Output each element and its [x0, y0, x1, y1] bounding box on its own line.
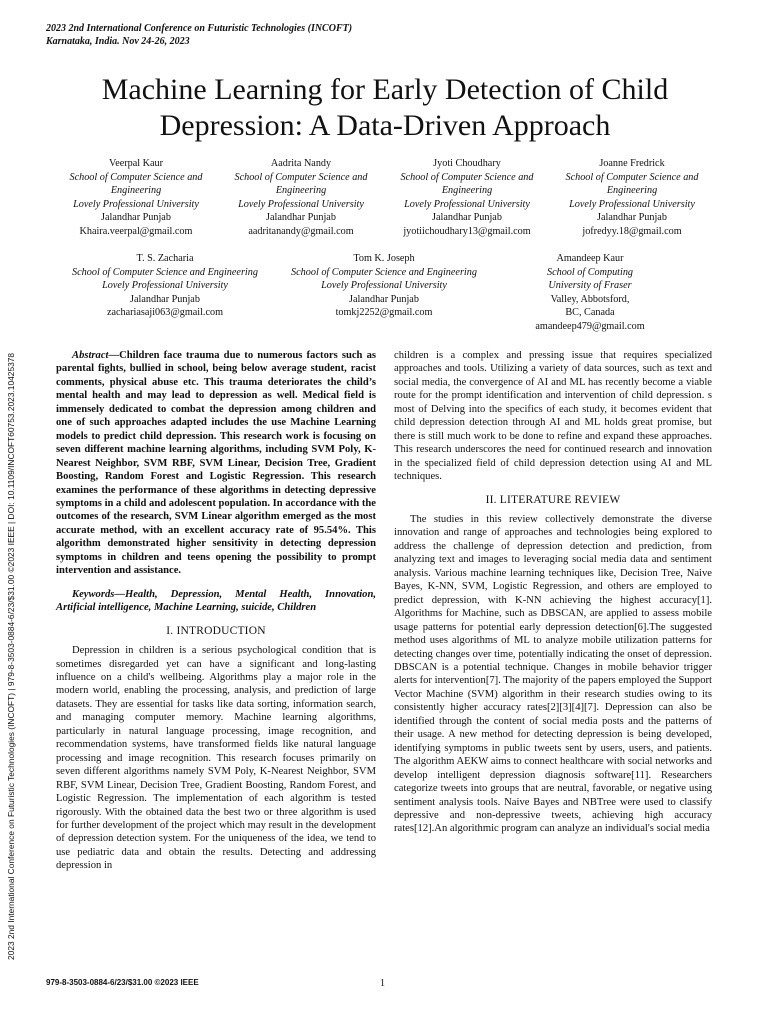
author-email: jofredyy.18@gmail.com — [582, 225, 682, 237]
author-affiliation: Engineering — [441, 185, 493, 196]
author-affiliation: University of Fraser — [548, 280, 632, 291]
author-email: jyotiichoudhary13@gmail.com — [403, 225, 531, 237]
author-email: Khaira.veerpal@gmail.com — [79, 225, 193, 237]
author-affiliation: Lovely Professional University — [73, 198, 199, 210]
author-affiliation: School of Computer Science and Engineering — [72, 266, 258, 278]
author-block — [550, 157, 714, 238]
author-affiliation: School of Computing — [546, 266, 634, 278]
author-name: Aadrita Nandy — [270, 158, 332, 169]
author-name: Joanne Fredrick — [599, 158, 665, 169]
author-location: Jalandhar Punjab — [266, 212, 336, 223]
author-affiliation: Engineering — [110, 185, 162, 196]
page-number: 1 — [380, 978, 385, 989]
keywords-label: Keywords — [72, 588, 115, 600]
author-location: Jalandhar Punjab — [349, 293, 419, 305]
author-location: Jalandhar Punjab — [130, 293, 200, 305]
conference-line-1: 2023 2nd International Conference on Futuristic Technologies (INCOFT) — [46, 23, 353, 34]
author-affiliation: School of Computer Science and — [400, 171, 534, 183]
author-location: Valley, Abbotsford, — [550, 293, 630, 305]
title-line-1: Machine Learning for Early Detection of Child — [101, 73, 669, 106]
author-affiliation: Engineering — [275, 185, 327, 196]
section-heading-introduction: I. INTRODUCTION — [166, 624, 266, 637]
author-email: zachariasaji063@gmail.com — [106, 307, 224, 318]
conference-line-2: Karnataka, India. Nov 24-26, 2023 — [46, 36, 190, 47]
author-block — [528, 252, 652, 333]
introduction-continued-text: children is a complex and pressing issue that requires specialized approaches and tools. Utilizing a variety of data sources, such as text and social media, the convergence of AI and ML has recently become a viable route for the prompt identification and intervention of child depression. s most of Delving into the specifics of each study, it becomes evident that child depression detection through AI and ML holds great promise, but there is still much work to be done to refine and expand these approaches. This research underscores the need for continued research and innovation in the specialized field of child depression detection using AI and ML techniques. — [394, 350, 712, 483]
author-affiliation: School of Computer Science and — [565, 171, 699, 183]
conference-header — [46, 22, 352, 48]
author-location: Jalandhar Punjab — [597, 212, 667, 223]
author-affiliation: School of Computer Science and Engineering — [291, 266, 477, 278]
author-email: tomkj2252@gmail.com — [335, 307, 433, 318]
author-location: Jalandhar Punjab — [432, 212, 502, 223]
author-block — [56, 252, 274, 320]
abstract-text: —Children face trauma due to numerous factors such as parental fights, bullied in school, being below average student, racist comments, physical abuse etc. This trauma deteriorates the child’s mental health and may lead to depression as well. Medical field is immensely dedicated to combat the depression among children and one of such approaches adapted includes the use Machine Learning models to predict child depression. This research work is focusing on seven different machine learning algorithms, including SVM Poly, K-Nearest Neighbor, SVM RBF, SVM Linear, Decision Tree, Gradient Boosting, Random Forest and Logistic Regression. This research examines the performance of these algorithms in detecting depressive symptoms in a child and adolescent population. In accordance with the outcomes of the research, SVM Linear algorithm emerged as the most accurate method, with an excellent accuracy rate of 95.54%. This algorithm demonstrated higher sensitivity in detecting depression symptoms in children and teens opening the possibility to prompt intervention and assistance. — [56, 350, 376, 577]
keywords — [56, 588, 376, 615]
title-line-2: Depression: A Data-Driven Approach — [159, 109, 611, 142]
author-affiliation: Lovely Professional University — [321, 280, 447, 291]
author-name: Tom K. Joseph — [353, 253, 415, 264]
author-name: T. S. Zacharia — [136, 253, 194, 264]
literature-review-text: The studies in this review collectively demonstrate the diverse innovation and range of approaches and technologies being explored to address the challenge of depression detection and prediction, from analyzing text and images to leveraging social media data and sentiment analysis. Various machine learning techniques like, Decision Tree, Naive Bayes, K-NN, SVM, Logistic Regression, and others are employed to predict depression, with K-NN achieving the highest accuracy[1]. Algorithms for Machine, such as DBSCAN, are applied to assess mobile usage patterns for potential early depression detection[6].The suggested method uses algorithms of ML to analyze mobile utilization patterns for detecting changes over time, potentially indicating the onset of depression. DBSCAN is a potential technique. Changes in mobile behavior trigger alerts for intervention[7]. The majority of the papers employed the Support Vector Machine (SVM) algorithm in their research studies owing to its consistently higher accuracy rates[2][3][4][7]. Depression can also be identified through the content of social media posts and the patterns of their usage. A new method for detecting depression is being developed, identifying symptoms in public tweets sent by users, users, and patients. The algorithm AEKW aims to connect healthcare with social networks and develop intelligent depression diagnosis software[11]. Researchers categorize tweets into groups that are neutral, favorable, or negative using sentiment analysis tools. Naive Bayes and NBTree were used to classify depressive and non-depressive tweets, achieving high accuracy rates[12].An algorithmic program can analyze an individual's social media — [394, 513, 712, 835]
author-location-2: BC, Canada — [565, 307, 615, 318]
author-affiliation: Lovely Professional University — [404, 198, 530, 210]
section-heading-literature-review: II. LITERATURE REVIEW — [485, 493, 621, 506]
abstract — [56, 349, 376, 578]
side-doi-text: 2023 2nd International Conference on Futuristic Technologies (INCOFT) | 979-8-3503-0884-6/23/$31.00 ©2023 IEEE | DOI: 10.1109/INCOFT60753.2023.10425378 — [6, 352, 16, 960]
paper-title — [40, 72, 730, 144]
keywords-text: —Health, Depression, Mental Health, Innovation, Artificial intelligence, Machine Learning, suicide, Children — [56, 588, 376, 614]
abstract-label: Abstract — [72, 350, 109, 361]
author-block — [54, 157, 218, 238]
author-affiliation: Engineering — [606, 185, 658, 196]
author-affiliation: School of Computer Science and — [234, 171, 368, 183]
author-location: Jalandhar Punjab — [101, 212, 171, 223]
author-name: Amandeep Kaur — [556, 253, 624, 264]
author-email: aadritanandy@gmail.com — [248, 225, 354, 237]
author-block — [384, 157, 550, 238]
author-block — [218, 157, 384, 238]
author-email: amandeep479@gmail.com — [535, 320, 645, 332]
author-affiliation: School of Computer Science and — [69, 171, 203, 183]
author-affiliation: Lovely Professional University — [238, 198, 364, 210]
right-column — [394, 349, 712, 836]
left-column — [56, 349, 376, 873]
copyright-footer: 979-8-3503-0884-6/23/$31.00 ©2023 IEEE — [46, 978, 199, 987]
introduction-text: Depression in children is a serious psychological condition that is sometimes disregarded yet can have a significant and long-lasting influence on a child's wellbeing. Algorithms play a major role in the modern world, enabling the processing, analysis, and prediction of large datasets. They are essential for tasks like data sorting, information search, and managing computer memory. Machine learning algorithms, particularly in natural language processing, image recognition, and recommendation systems, have transformed fields like natural language processing and image recognition. This research focuses primarily on seven different algorithms namely SVM Poly, K-Nearest Neighbor, SVM RBF, SVM Linear, Decision Tree, Gradient Boosting, Random Forest, and Logistic Regression. The implementation of each algorithm is tested rigorously. With the obtained data the best two or three algorithm is used for further development of the project which may result in the development of depression detection system. For the uniqueness of the idea, we tend to use pediatric data and obtain the results. Detecting and addressing depression in — [56, 645, 376, 872]
author-affiliation: Lovely Professional University — [569, 198, 695, 210]
author-name: Veerpal Kaur — [108, 158, 164, 169]
author-affiliation: Lovely Professional University — [102, 280, 228, 291]
author-name: Jyoti Choudhary — [433, 158, 501, 169]
author-block — [274, 252, 494, 320]
